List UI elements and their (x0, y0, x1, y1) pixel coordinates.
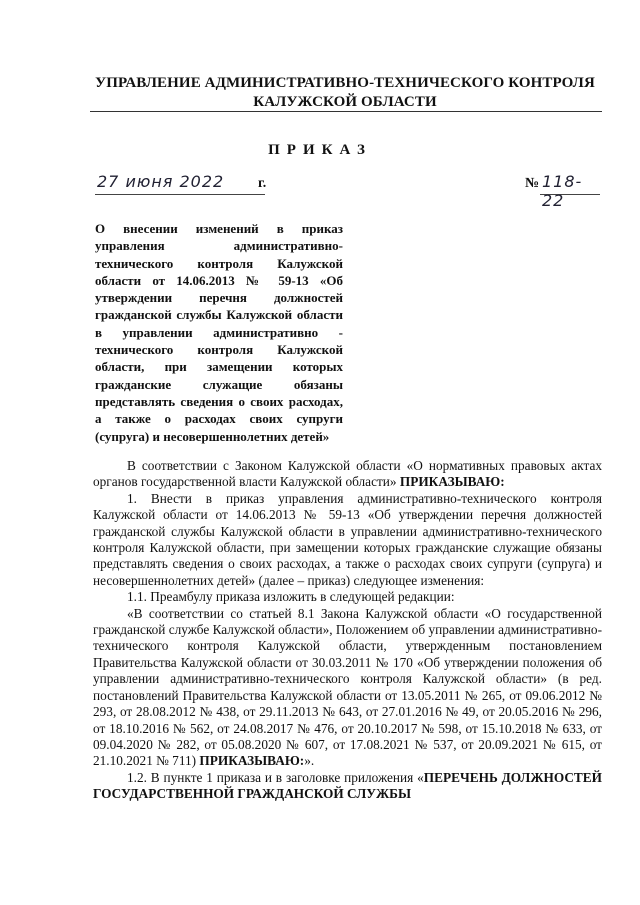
preamble-paragraph (93, 458, 602, 491)
item-1-1: 1.1. Преамбулу приказа изложить в следующей редакции: (127, 589, 455, 605)
number-label: № (525, 176, 540, 191)
issuer-header (90, 74, 600, 112)
quote-command: ПРИКАЗЫВАЮ: (199, 753, 305, 769)
handwritten-number: 118-22 (542, 172, 583, 210)
preamble-command: ПРИКАЗЫВАЮ: (399, 474, 505, 490)
date-field (95, 172, 265, 195)
number-field (540, 172, 600, 210)
quote-end: ». (304, 753, 315, 769)
preamble-text: В соответствии с Законом Калужской области «О нормативных правовых актах органов государственной власти Калужской области» (93, 458, 602, 490)
quote-text: «В соответствии со статьей 8.1 Закона Калужской области «О государственной гражданской службе Калужской области», Положением об управлении административно-технического контроля Калужской области, утвержденным постановлением Правительства Калужской области от 30.03.2011 № 170 «Об утверждении положения об управлении административно-технического контроля Калужской области» (в ред. постановлений Правительства Калужской области от 13.05.2011 № 265, от 09.06.2012 № 293, от 28.08.2012 № 438, от 29.11.2013 № 643, от 27.01.2016 № 49, от 20.05.2016 № 296, от 18.10.2016 № 562, от 24.08.2017 № 476, от 20.10.2017 № 598, от 15.10.2018 № 633, от 09.04.2020 № 282, от 05.08.2020 № 607, от 17.08.2021 № 537, от 20.09.2021 № 615, от 21.10.2021 № 711) (93, 605, 602, 769)
order-title: О внесении изменений в приказ управления административно-технического контроля Калужской области от 14.06.2013 № 59-13 «Об утверждении перечня должностей гражданской службы Калужской области в управлении административно - технического контроля Калужской области, при замещении которых гражданские служащие обязаны представлять сведения о своих расходах, а также о расходах своих супруги (супруга) и несовершеннолетних детей» (95, 221, 343, 444)
item-1-2-bold: ПЕРЕЧЕНЬ ДОЛЖНОСТЕЙ ГОСУДАРСТВЕННОЙ ГРАЖДАНСКОЙ СЛУЖБЫ (93, 769, 603, 802)
header-divider (90, 111, 602, 112)
new-preamble-quote (93, 606, 602, 770)
handwritten-date: 27 июня 2022 (97, 172, 225, 191)
item-1: 1. Внести в приказ управления административно-технического контроля Калужской области от 14.06.2013 № 59-13 «Об утверждении перечня должностей гражданской службы Калужской области в управлении административно-технического контроля Калужской области, при замещении которых гражданские служащие обязаны представлять сведения о своих расходах, а также о расходах своих супруги (супруга) и несовершеннолетних детей» (далее – приказ) следующее изменения: (93, 490, 602, 588)
order-body (93, 458, 602, 803)
item-1-2 (93, 770, 602, 803)
date-suffix: г. (258, 176, 267, 191)
issuer-line-1: УПРАВЛЕНИЕ АДМИНИСТРАТИВНО-ТЕХНИЧЕСКОГО КОНТРОЛЯ (95, 75, 595, 91)
issuer-line-2: КАЛУЖСКОЙ ОБЛАСТИ (253, 94, 437, 110)
document-type: ПРИКАЗ (268, 142, 372, 158)
item-1-2-text: 1.2. В пункте 1 приказа и в заголовке приложения « (127, 769, 424, 785)
